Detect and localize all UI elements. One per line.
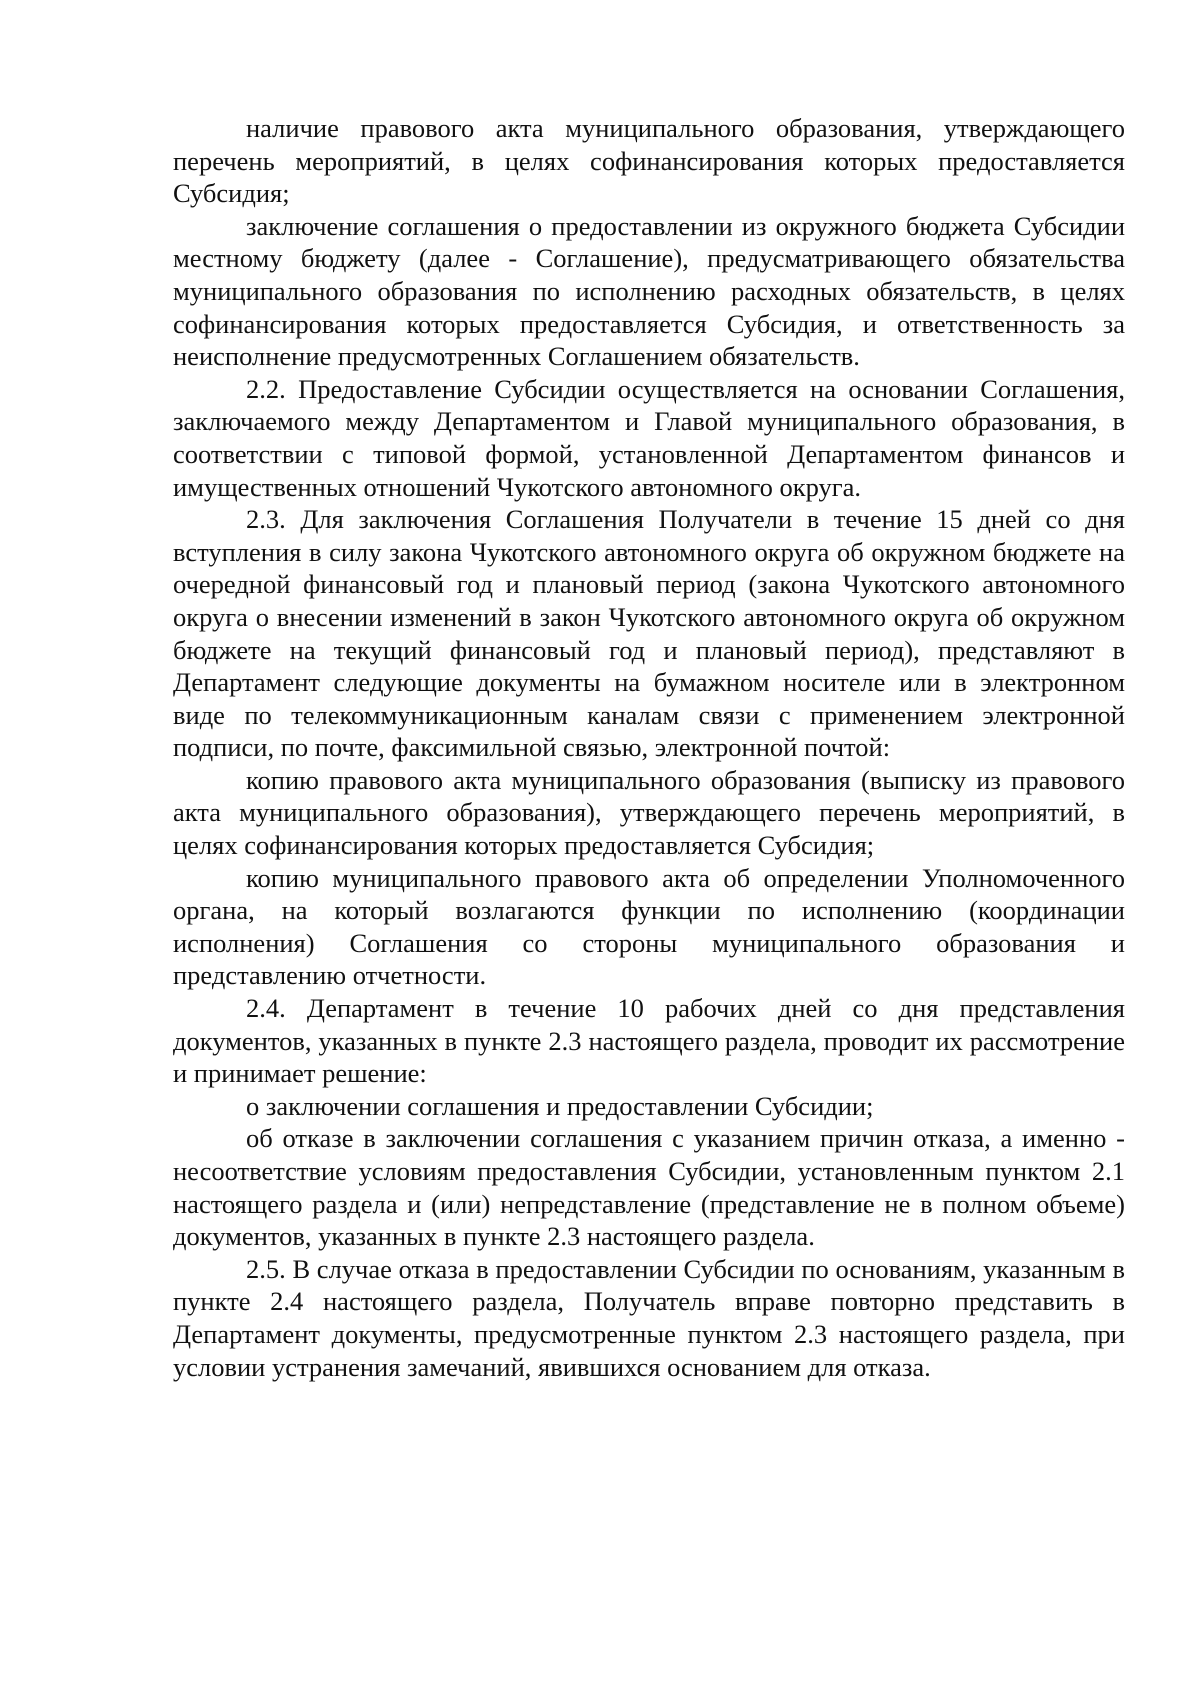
paragraph-2-2: 2.2. Предоставление Субсидии осуществляется на основании Соглашения, заключаемого между Департаментом и Главой муниципального образования, в соответствии с типовой формой, установленной Департаментом финансов и имущественных отношений Чукотского автономного округа. — [173, 373, 1125, 502]
paragraph-legal-act-requirement: наличие правового акта муниципального образования, утверждающего перечень мероприятий, в целях софинансирования которых предоставляется Субсидия; — [173, 113, 1125, 209]
paragraph-decision-refuse: об отказе в заключении соглашения с указанием причин отказа, а именно - несоответствие условиям предоставления Субсидии, установленным пунктом 2.1 настоящего раздела и (или) непредставление (представление не в полном объеме) документов, указанных в пункте 2.3 настоящего раздела. — [173, 1123, 1125, 1252]
paragraph-2-3: 2.3. Для заключения Соглашения Получатели в течение 15 дней со дня вступления в силу закона Чукотского автономного округа об окружном бюджете на очередной финансовый год и плановый период (закона Чукотского автономного округа о внесении изменений в закон Чукотского автономного округа об окружном бюджете на текущий финансовый год и плановый период), представляют в Департамент следующие документы на бумажном носителе или в электронном виде по телекоммуникационным каналам связи с применением электронной подписи, по почте, факсимильной связью, электронной почтой: — [173, 504, 1125, 763]
paragraph-decision-conclude: о заключении соглашения и предоставлении Субсидии; — [246, 1090, 874, 1121]
paragraph-2-5: 2.5. В случае отказа в предоставлении Субсидии по основаниям, указанным в пункте 2.4 настоящего раздела, Получатель вправе повторно представить в Департамент документы, предусмотренные пунктом 2.3 настоящего раздела, при условии устранения замечаний, явившихся основанием для отказа. — [173, 1253, 1125, 1382]
paragraph-copy-authorized-body: копию муниципального правового акта об определении Уполномоченного органа, на который возлагаются функции по исполнению (координации исполнения) Соглашения со стороны муниципального образования и представлению отчетности. — [173, 862, 1125, 991]
paragraph-agreement-requirement: заключение соглашения о предоставлении из окружного бюджета Субсидии местному бюджету (далее - Соглашение), предусматривающего обязательства муниципального образования по исполнению расходных обязательств, в целях софинансирования которых предоставляется Субсидия, и ответственность за неисполнение предусмотренных Соглашением обязательств. — [173, 210, 1125, 372]
document-page — [173, 112, 1125, 1383]
paragraph-2-4: 2.4. Департамент в течение 10 рабочих дней со дня представления документов, указанных в пункте 2.3 настоящего раздела, проводит их рассмотрение и принимает решение: — [173, 993, 1125, 1089]
paragraph-copy-legal-act: копию правового акта муниципального образования (выписку из правового акта муниципального образования), утверждающего перечень мероприятий, в целях софинансирования которых предоставляется Субсидия; — [173, 764, 1125, 861]
